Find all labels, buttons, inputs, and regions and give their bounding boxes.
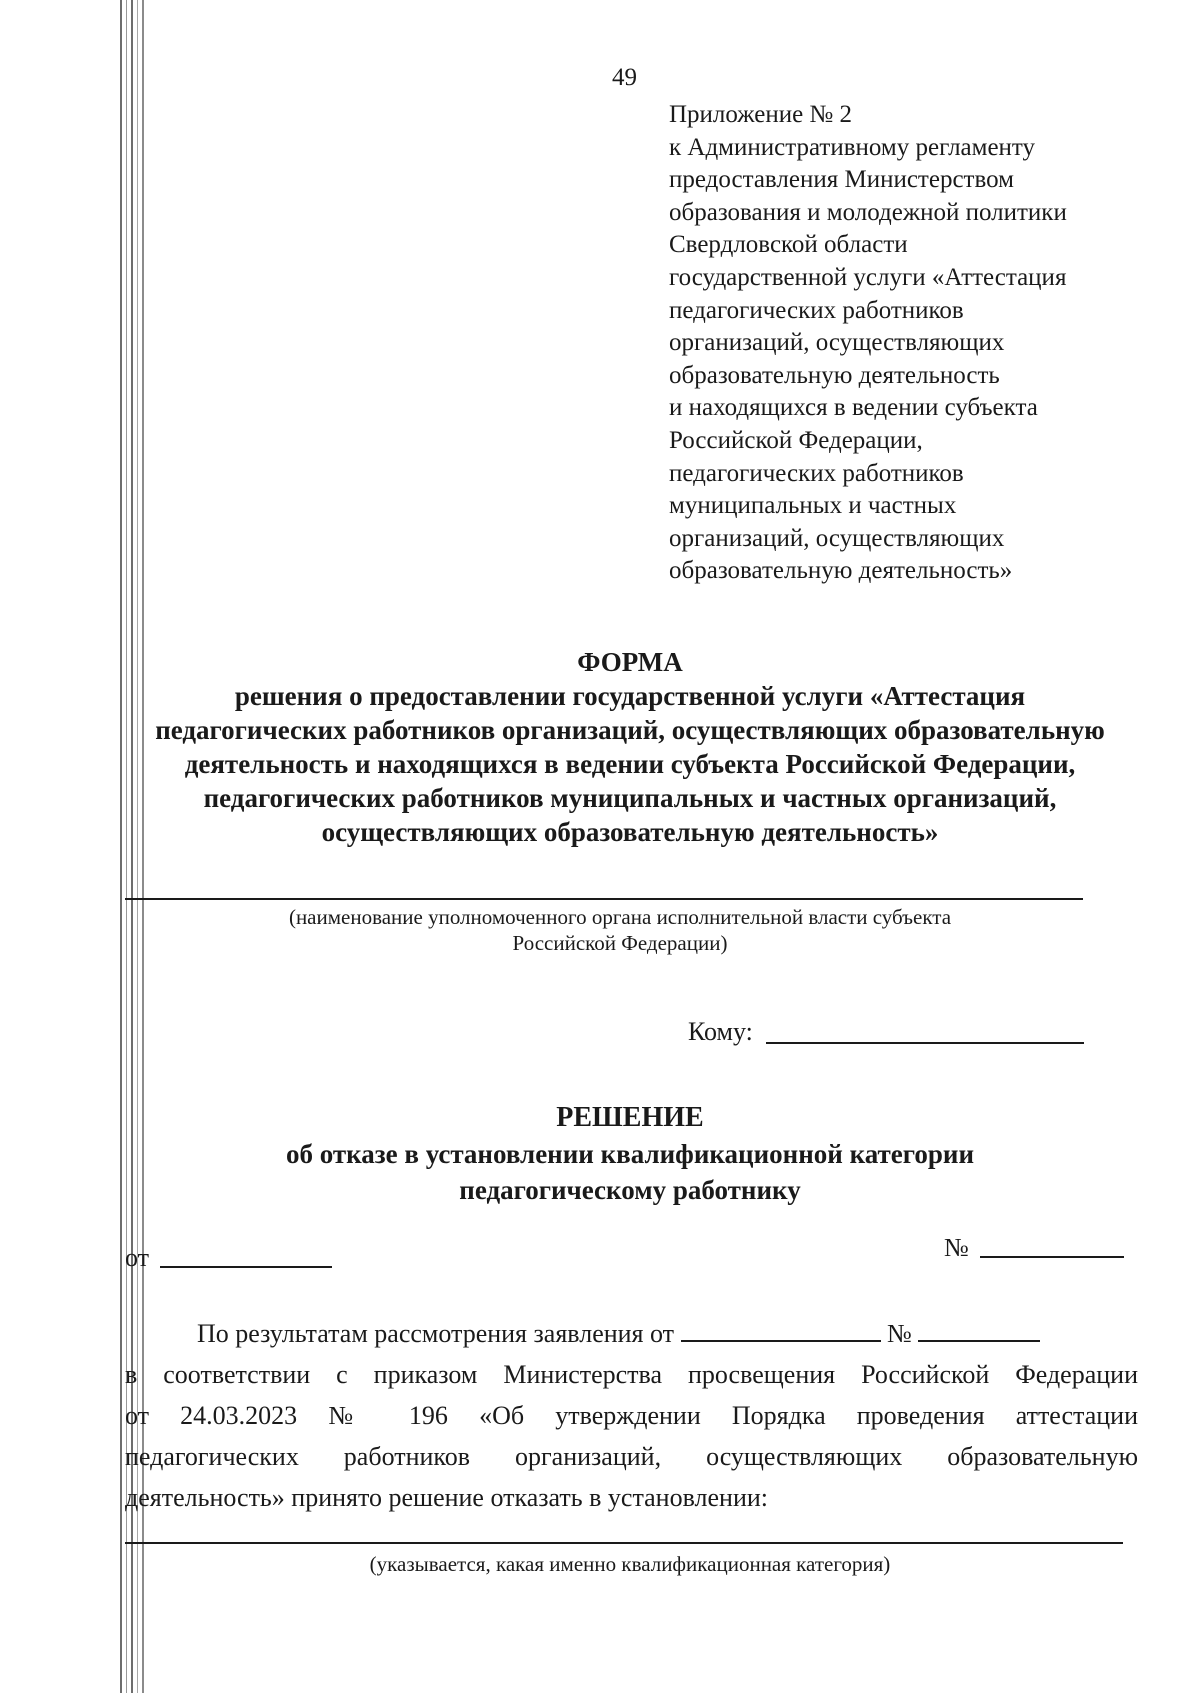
appendix-line: к Административному регламенту — [669, 133, 1036, 161]
decision-subtitle-line: педагогическому работнику — [459, 1175, 801, 1205]
appendix-line: образования и молодежной политики — [669, 198, 1067, 226]
decision-title: РЕШЕНИЕ — [556, 1102, 704, 1133]
authority-fill-line — [125, 898, 1083, 900]
form-subtitle-line: деятельность и находящихся в ведении субъекта Российской Федерации, — [184, 749, 1076, 779]
recipient-label: Кому: — [688, 1017, 753, 1046]
body-line: деятельность» принято решение отказать в установлении: — [125, 1483, 768, 1512]
form-subtitle-line: решения о предоставлении государственной услуги «Аттестация — [234, 681, 1026, 711]
appendix-line: государственной услуги «Аттестация — [669, 263, 1067, 291]
body-text-fragment: По результатам рассмотрения заявления от — [197, 1319, 675, 1348]
appendix-line: организаций, осуществляющих — [669, 329, 1005, 357]
body-line — [197, 1313, 1138, 1354]
appendix-line: образовательную деятельность» — [669, 557, 1013, 585]
category-caption: (указывается, какая именно квалификационная категория) — [369, 1552, 891, 1576]
appendix-line: организаций, осуществляющих — [669, 524, 1005, 552]
appendix-line: предоставления Министерством — [669, 166, 1014, 194]
appendix-line: и находящихся в ведении субъекта — [669, 394, 1038, 422]
form-heading — [140, 645, 1120, 849]
form-subtitle-line: осуществляющих образовательную деятельность» — [321, 817, 939, 847]
number-label: № — [944, 1233, 969, 1262]
appendix-line: педагогических работников — [669, 296, 964, 324]
authority-caption — [140, 904, 1100, 956]
body-line: от 24.03.2023 № 196 «Об утверждении Порядка проведения аттестации — [125, 1401, 1138, 1430]
application-number-fill-line — [918, 1320, 1040, 1342]
appendix-line: Приложение № 2 — [669, 101, 853, 128]
authority-caption-line: Российской Федерации) — [512, 931, 728, 955]
appendix-block — [669, 99, 1169, 588]
appendix-line: образовательную деятельность — [669, 361, 1000, 389]
authority-caption-line: (наименование уполномоченного органа исполнительной власти субъекта — [288, 905, 952, 929]
date-label: от — [125, 1243, 150, 1272]
appendix-line: педагогических работников — [669, 459, 964, 487]
body-text-fragment: № — [887, 1319, 912, 1348]
recipient-fill-line — [766, 1042, 1084, 1044]
form-subtitle-line: педагогических работников организаций, осуществляющих образовательную — [155, 715, 1105, 745]
body-line: в соответствии с приказом Министерства просвещения Российской Федерации — [125, 1360, 1138, 1389]
number-fill-line — [980, 1256, 1124, 1258]
body-line: педагогических работников организаций, осуществляющих образовательную — [125, 1442, 1138, 1471]
form-title: ФОРМА — [577, 647, 683, 677]
date-fill-line — [160, 1266, 332, 1268]
application-date-fill-line — [681, 1320, 881, 1342]
appendix-line: муниципальных и частных — [669, 492, 957, 520]
category-fill-line — [125, 1542, 1123, 1544]
decision-body — [125, 1313, 1138, 1518]
page-number: 49 — [612, 64, 637, 91]
appendix-line: Свердловской области — [669, 231, 908, 259]
decision-subtitle-line: об отказе в установлении квалификационной категории — [285, 1139, 975, 1169]
scan-edge-line — [120, 0, 122, 1693]
decision-heading — [200, 1100, 1060, 1208]
appendix-line: Российской Федерации, — [669, 426, 923, 454]
form-subtitle-line: педагогических работников муниципальных и частных организаций, — [203, 783, 1057, 813]
